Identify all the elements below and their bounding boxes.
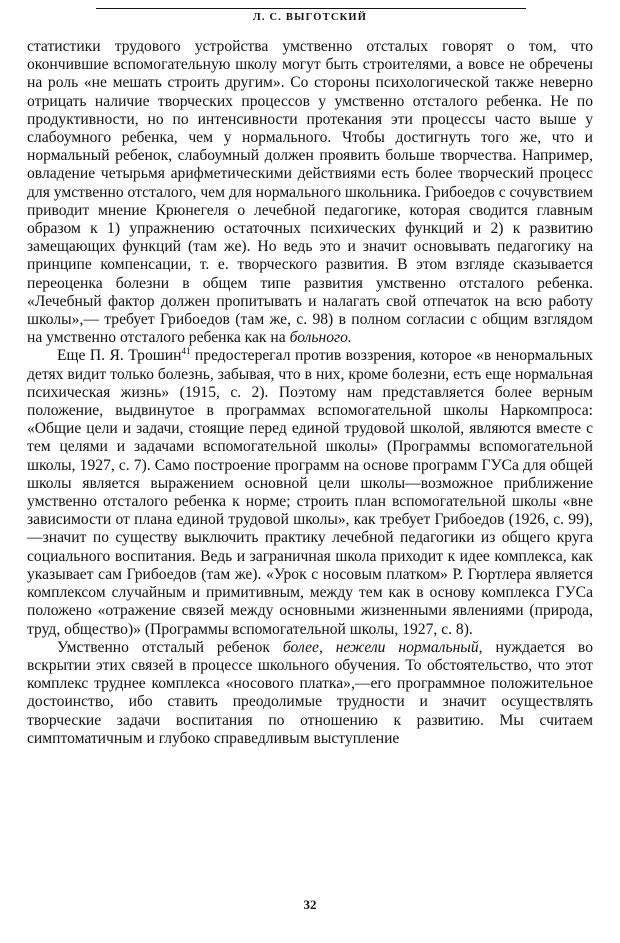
paragraph-3-lead: Умственно отсталый ребенок [57, 638, 283, 656]
page-number: 32 [303, 897, 317, 912]
header-rule [96, 8, 526, 9]
paragraph-2 [27, 347, 593, 638]
paragraph-2-text: предостерегал против воззрения, которое «в ненормальных детях видит только болезнь, забывая, что в них, кроме болезни, есть еще нормальная психическая жизнь» (1915, с. 2). Поэтому нам представляется более верным положение, выдвинутое в программах вспомогательной школы Наркомпроса: «Общие цели и задачи, стоящие перед единой трудовой школой, являются вместе с тем целями и задачами вспомогательной школы» (Программы вспомогательной школы, 1927, с. 7). Само построение программ на основе программ ГУСа для общей школы является выражением основной цели школы—возможное приближение умственно отсталого ребенка к норме; строить план вспомогательной школы «вне зависимости от плана единой трудовой школы», как требует Грибоедов (1926, с. 99),—значит по существу выключить практику лечебной педагогики из общего круга социального воспитания. Ведь и заграничная школа приходит к идее комплекса, как указывает сам Грибоедов (там же). «Урок с носовым платком» Р. Гюртлера является комплексом случайным и примитивным, между тем как в основу комплекса ГУСа положено «отражение связей между основными жизненными явлениями (природа, труд, общество)» (Программы вспомогательной школы, 1927, с. 8). [27, 347, 593, 638]
paragraph-1-text: статистики трудового устройства умственно отсталых говорят о том, что окончившие вспомогательную школу могут быть строителями, а вовсе не обречены на роль «не мешать строить другим». Со стороны психологической также неверно отрицать наличие творческих процессов у умственно отсталого ребенка. Не по продуктивности, но по интенсивности протекания эти процессы часто выше у слабоумного ребенка, чем у нормального. Чтобы достигнуть того же, что и нормальный ребенок, слабоумный должен проявить больше творчества. Например, овладение четырьмя арифметическими действиями есть более творческий процесс для умственно отсталого, чем для нормального школьника. Грибоедов с сочувствием приводит мнение Крюнегеля о лечебной педагогике, которая сводится главным образом к 1) упражнению остаточных психических функций и 2) к развитию замещающих функций (там же). Но ведь это и значит основывать педагогику на принципе компенсации, т. е. творческого развития. В этом взгляде сказывается переоценка болезни в общем типе развития умственно отсталого ребенка. «Лечебный фактор должен пропитывать и налагать свой отпечаток на всю работу школы»,— требует Грибоедов (там же, с. 98) в полном согласии с общим взглядом на умственно отсталого ребенка как на [27, 38, 594, 347]
paragraph-1-italic: больного. [289, 329, 352, 347]
paragraph-3-text: нуждается во вскрытии этих связей в процессе школьного обучения. То обстоятельство, что этот комплекс труднее комплекса «носового платка»,—его программное положительное достоинство, ибо ставить преодолимые трудности и значит осуществлять творческие задачи воспитания по отношению к развитию. Мы считаем симптоматичным и глубоко справедливым выступление [27, 638, 593, 747]
paragraph-3 [27, 639, 593, 748]
running-header: Л. С. ВЫГОТСКИЙ [252, 12, 368, 23]
body-text [27, 38, 593, 748]
paragraph-2-lead: Еще П. Я. Трошин [57, 347, 182, 365]
footnote-ref-41: 41 [181, 346, 191, 357]
paragraph-3-italic: более, нежели нормальный, [282, 638, 483, 656]
paragraph-1 [27, 38, 593, 347]
